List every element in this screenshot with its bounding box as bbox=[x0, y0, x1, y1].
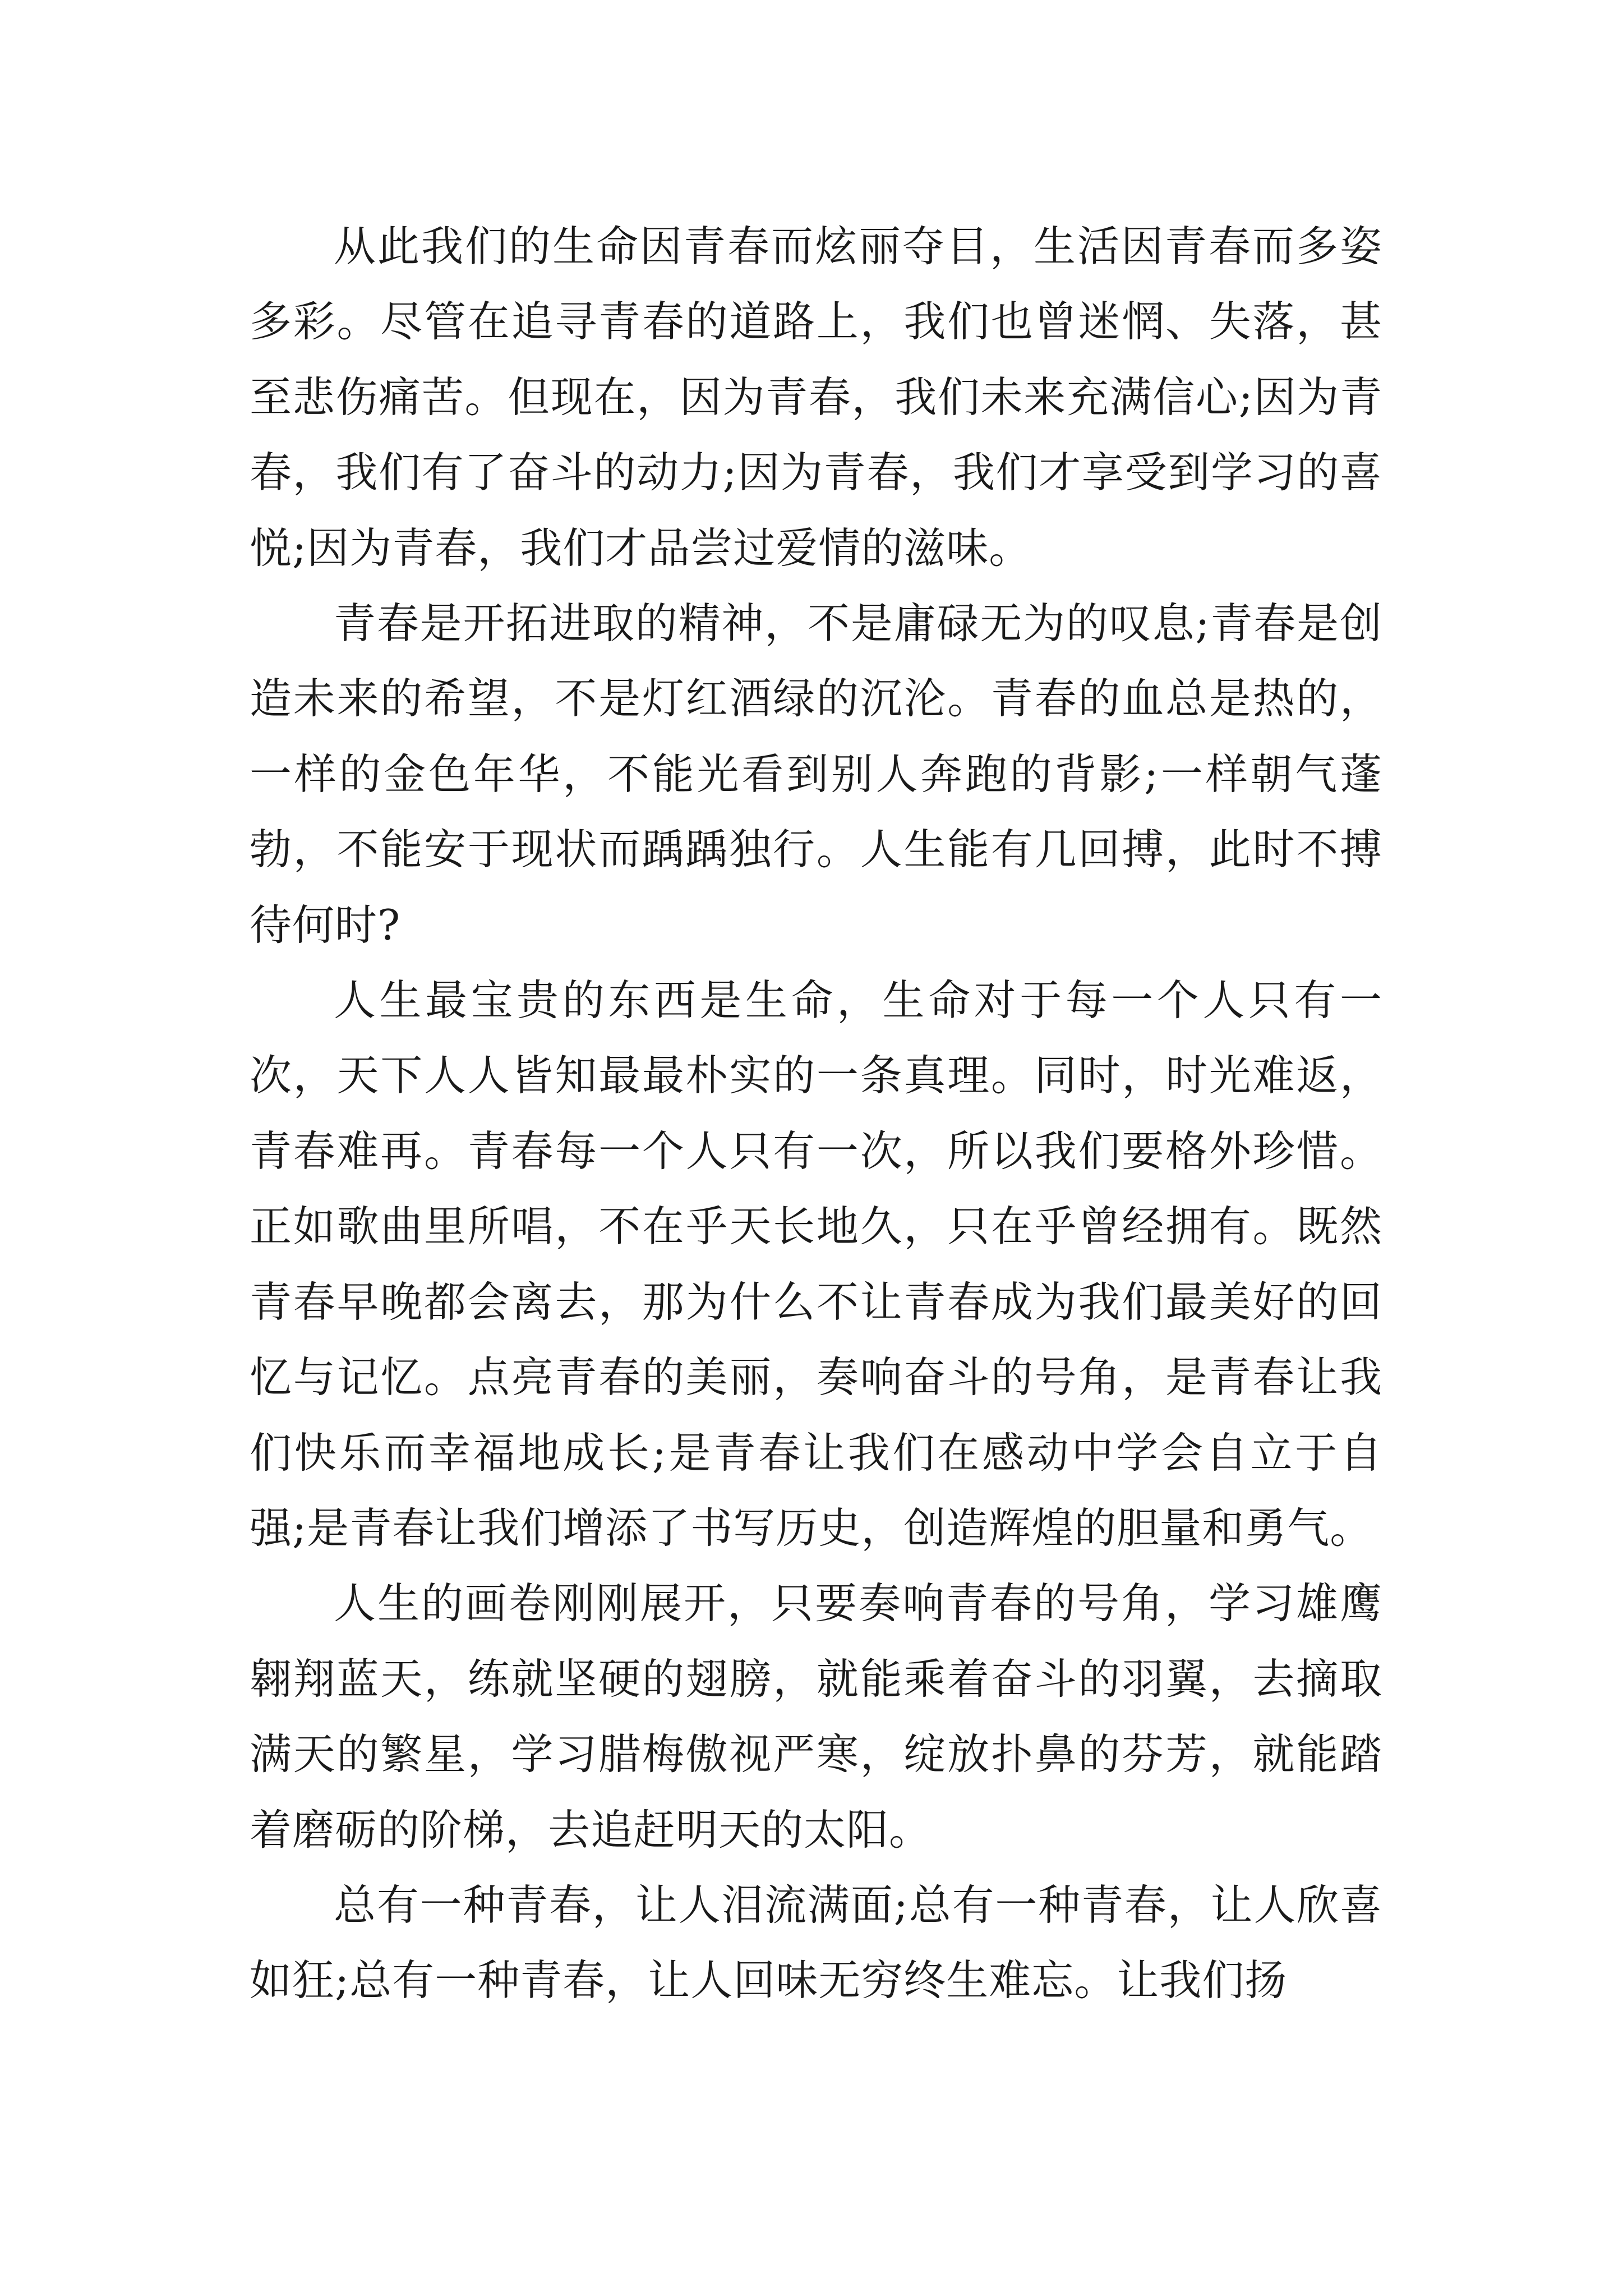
paragraph-5: 总有一种青春，让人泪流满面;总有一种青春，让人欣喜如狂;总有一种青春，让人回味无穷终生难忘。让我们扬 bbox=[250, 1880, 1382, 2005]
paragraph-2: 青春是开拓进取的精神，不是庸碌无为的叹息;青春是创造未来的希望，不是灯红酒绿的沉沦。青春的血总是热的，一样的金色年华，不能光看到别人奔跑的背影;一样朝气蓬勃，不能安于现状而踽踽独行。人生能有几回搏，此时不搏待何时? bbox=[250, 599, 1382, 950]
paragraph-1: 从此我们的生命因青春而炫丽夺目，生活因青春而多姿多彩。尽管在追寻青春的道路上，我们也曾迷惘、失落，甚至悲伤痛苦。但现在，因为青春，我们未来充满信心;因为青春，我们有了奋斗的动力;因为青春，我们才享受到学习的喜悦;因为青春，我们才品尝过爱情的滋味。 bbox=[250, 222, 1382, 573]
paragraph-3: 人生最宝贵的东西是生命，生命对于每一个人只有一次，天下人人皆知最最朴实的一条真理。同时，时光难返，青春难再。青春每一个人只有一次，所以我们要格外珍惜。正如歌曲里所唱，不在乎天长地久，只在乎曾经拥有。既然青春早晚都会离去，那为什么不让青春成为我们最美好的回忆与记忆。点亮青春的美丽，奏响奋斗的号角，是青春让我们快乐而幸福地成长;是青春让我们在感动中学会自立于自强;是青春让我们增添了书写历史，创造辉煌的胆量和勇气。 bbox=[250, 976, 1382, 1553]
document-body bbox=[250, 209, 1382, 2018]
paragraph-4: 人生的画卷刚刚展开，只要奏响青春的号角，学习雄鹰翱翔蓝天，练就坚硬的翅膀，就能乘着奋斗的羽翼，去摘取满天的繁星，学习腊梅傲视严寒，绽放扑鼻的芬芳，就能踏着磨砺的阶梯，去追赶明天的太阳。 bbox=[250, 1579, 1382, 1855]
